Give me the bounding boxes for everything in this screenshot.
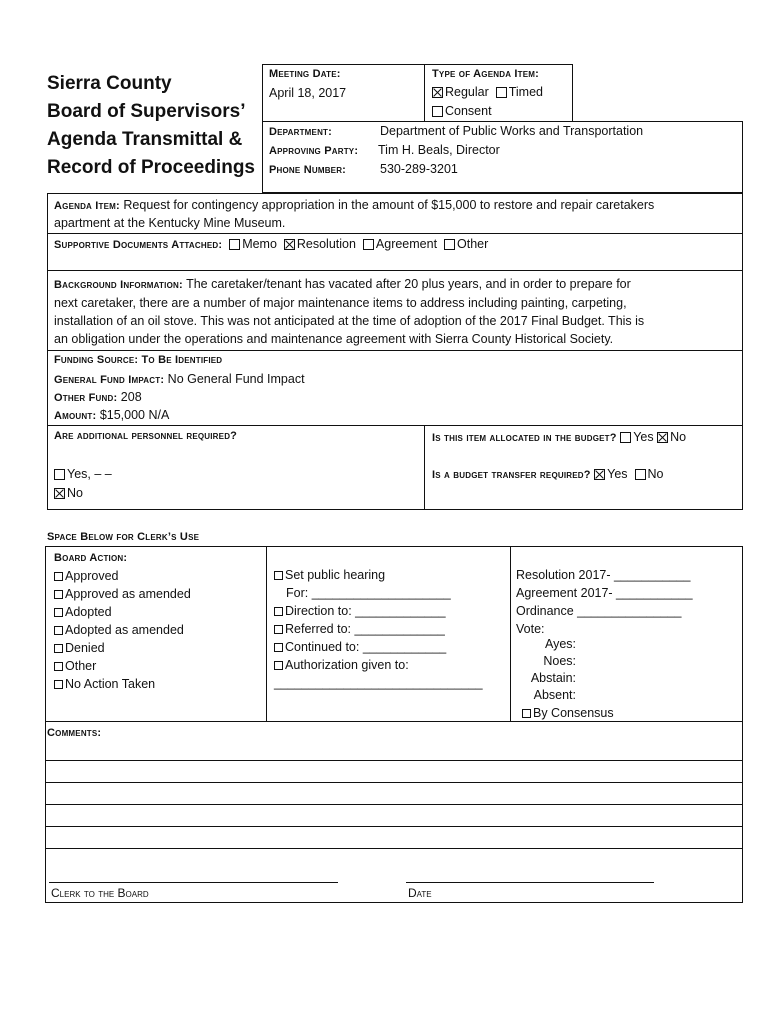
agenda-type-label: Type of Agenda Item:	[432, 68, 540, 80]
set-hearing-label: Set public hearing	[285, 568, 386, 582]
resolution-number[interactable]: Resolution 2017- ___________	[516, 568, 691, 582]
department-label: Department:	[269, 126, 332, 138]
memo-checkbox[interactable]	[229, 239, 240, 250]
agreement-label: Agreement	[375, 237, 438, 251]
consensus-label: By Consensus	[533, 706, 614, 720]
board-action-label: Board Action:	[54, 552, 128, 564]
divider	[424, 425, 425, 510]
comments-label: Comments:	[47, 727, 102, 739]
phone-label: Phone Number:	[269, 164, 347, 176]
amount-label: Amount:	[54, 410, 97, 422]
funding-source: Funding Source: To Be Identified	[54, 354, 223, 366]
authorization-field[interactable]: ______________________________	[274, 676, 483, 690]
no-action-checkbox[interactable]	[54, 680, 63, 689]
other-fund	[54, 388, 142, 407]
consent-option	[432, 104, 492, 118]
phone-value: 530-289-3201	[380, 162, 458, 176]
divider	[45, 721, 743, 722]
action-label: Adopted	[65, 605, 112, 619]
clerk-signature-label: Clerk to the Board	[51, 886, 149, 900]
budget-question	[432, 428, 686, 447]
comment-line	[45, 848, 743, 849]
personnel-yes-checkbox[interactable]	[54, 469, 65, 480]
personnel-yes	[54, 465, 112, 483]
background-text: installation of an oil stove. This was not anticipated at the time of adoption of the 2017 Final Budget. This is	[54, 314, 645, 328]
divider	[266, 546, 267, 721]
transfer-question	[432, 465, 664, 484]
approving-party-label: Approving Party:	[269, 145, 359, 157]
resolution-info	[516, 566, 693, 638]
noes-label: Noes:	[543, 654, 576, 668]
memo-label: Memo	[242, 237, 277, 251]
for-field[interactable]: For: ____________________	[286, 586, 451, 600]
background-info	[54, 275, 740, 348]
budget-yes-label: Yes	[633, 430, 654, 444]
referred-label: Referred to: _____________	[285, 622, 445, 636]
action-label: No Action Taken	[65, 677, 156, 691]
authorization-label: Authorization given to:	[285, 658, 409, 672]
action-label: Approved as amended	[65, 587, 191, 601]
other-action-checkbox[interactable]	[54, 662, 63, 671]
resolution-label: Resolution	[296, 237, 356, 251]
abstain-label: Abstain:	[530, 671, 576, 685]
budget-question-label: Is this item allocated in the budget?	[432, 432, 617, 444]
budget-no-checkbox[interactable]	[657, 432, 668, 443]
vote-counts	[516, 636, 576, 704]
department-value: Department of Public Works and Transportation	[380, 124, 644, 138]
divider	[47, 350, 743, 351]
set-hearing-checkbox[interactable]	[274, 571, 283, 580]
general-fund-impact	[54, 370, 305, 389]
date-signature-label: Date	[408, 886, 432, 900]
vote-label: Vote:	[516, 622, 545, 636]
comment-line	[45, 804, 743, 805]
authorization-checkbox[interactable]	[274, 661, 283, 670]
agenda-item	[54, 196, 739, 215]
title-line: Sierra County	[47, 73, 172, 94]
direction-checkbox[interactable]	[274, 607, 283, 616]
amount-value: $15,000 N/A	[99, 408, 170, 422]
amount	[54, 406, 169, 425]
agenda-item-text: Request for contingency appropriation in the amount of $15,000 to restore and repair caretakers	[123, 198, 655, 212]
approved-checkbox[interactable]	[54, 572, 63, 581]
comment-line	[45, 826, 743, 827]
referred-checkbox[interactable]	[274, 625, 283, 634]
action-label: Other	[65, 659, 97, 673]
background-text: next caretaker, there are a number of major maintenance items to address including painting, carpeting,	[54, 296, 627, 310]
continued-label: Continued to: ____________	[285, 640, 447, 654]
approved-amended-checkbox[interactable]	[54, 590, 63, 599]
personnel-no-checkbox[interactable]	[54, 488, 65, 499]
divider	[47, 270, 743, 271]
clerk-signature-line[interactable]	[49, 882, 338, 883]
personnel-no-label: No	[67, 486, 83, 500]
ayes-label: Ayes:	[544, 637, 576, 651]
background-text: The caretaker/tenant has vacated after 20 plus years, and in order to prepare for	[186, 277, 631, 291]
general-fund-value: No General Fund Impact	[167, 372, 305, 386]
consent-label: Consent	[445, 104, 492, 118]
consensus-checkbox[interactable]	[522, 709, 531, 718]
denied-checkbox[interactable]	[54, 644, 63, 653]
date-signature-line[interactable]	[406, 882, 654, 883]
hearing-options	[274, 566, 483, 692]
ordinance-number[interactable]: Ordinance _______________	[516, 604, 682, 618]
action-label: Adopted as amended	[65, 623, 184, 637]
regular-checkbox[interactable]	[432, 87, 443, 98]
personnel-no	[54, 484, 83, 502]
background-text: an obligation under the operations and maintenance agreement with Sierra County Historical Society.	[54, 332, 614, 346]
continued-checkbox[interactable]	[274, 643, 283, 652]
title-line: Board of Supervisors’	[47, 101, 246, 122]
consensus	[522, 704, 614, 722]
action-label: Approved	[65, 569, 119, 583]
agreement-checkbox[interactable]	[363, 239, 374, 250]
transfer-yes-checkbox[interactable]	[594, 469, 605, 480]
other-fund-label: Other Fund:	[54, 392, 118, 404]
other-label: Other	[457, 237, 489, 251]
supportive-docs-label: Supportive Documents Attached:	[54, 239, 223, 251]
adopted-amended-checkbox[interactable]	[54, 626, 63, 635]
form-title	[47, 70, 255, 182]
general-fund-label: General Fund Impact:	[54, 374, 165, 386]
agenda-item-label: Agenda Item:	[54, 200, 120, 212]
timed-label: Timed	[508, 85, 543, 99]
direction-label: Direction to: _____________	[285, 604, 446, 618]
timed-checkbox[interactable]	[496, 87, 507, 98]
transfer-no-label: No	[647, 467, 664, 481]
background-label: Background Information:	[54, 279, 183, 291]
personnel-yes-label: Yes, – –	[67, 467, 112, 481]
supportive-docs	[54, 235, 488, 254]
regular-label: Regular	[445, 85, 489, 99]
budget-no-label: No	[670, 430, 687, 444]
consent-checkbox[interactable]	[432, 106, 443, 117]
transfer-question-label: Is a budget transfer required?	[432, 469, 591, 481]
divider	[424, 64, 425, 122]
title-line: Agenda Transmittal &	[47, 129, 243, 150]
transfer-no-checkbox[interactable]	[635, 469, 646, 480]
clerk-space-label: Space Below for Clerk’s Use	[47, 531, 200, 543]
other-fund-value: 208	[120, 390, 142, 404]
board-action	[54, 549, 191, 693]
comment-line	[45, 760, 743, 761]
agenda-type-options	[432, 85, 543, 99]
title-line: Record of Proceedings	[47, 157, 255, 178]
other-checkbox[interactable]	[444, 239, 455, 250]
budget-yes-checkbox[interactable]	[620, 432, 631, 443]
action-label: Denied	[65, 641, 105, 655]
absent-label: Absent:	[533, 688, 576, 702]
meeting-date-value: April 18, 2017	[269, 86, 347, 100]
agenda-item-text-2: apartment at the Kentucky Mine Museum.	[54, 216, 286, 230]
agreement-number[interactable]: Agreement 2017- ___________	[516, 586, 693, 600]
comment-line	[45, 782, 743, 783]
divider	[510, 546, 511, 721]
adopted-checkbox[interactable]	[54, 608, 63, 617]
personnel-question: Are additional personnel required?	[54, 430, 238, 442]
resolution-checkbox[interactable]	[284, 239, 295, 250]
divider	[47, 425, 743, 426]
transfer-yes-label: Yes	[607, 467, 628, 481]
approving-party-value: Tim H. Beals, Director	[378, 143, 500, 157]
divider	[47, 233, 743, 234]
meeting-date-label: Meeting Date:	[269, 68, 341, 80]
